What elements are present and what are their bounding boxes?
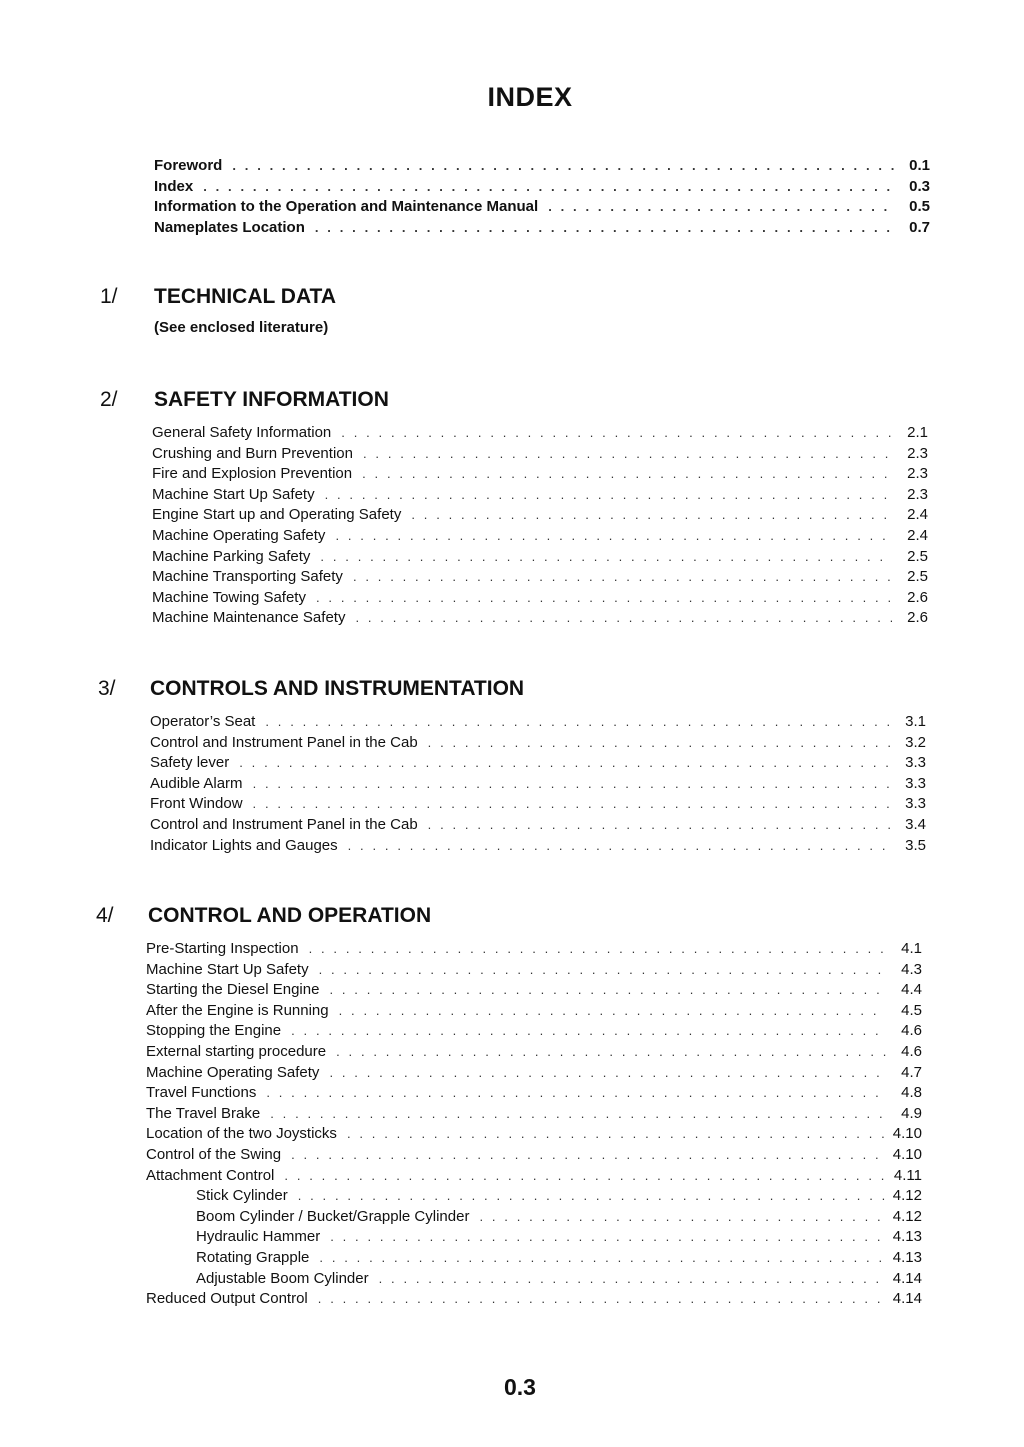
toc-entry-page: 4.6 [901,1022,922,1040]
dot-leader [298,1186,885,1207]
toc-entry-label: The Travel Brake [146,1104,261,1122]
section-entries [150,712,926,856]
toc-entry-page: 4.12 [892,1207,922,1225]
toc-entry [152,423,928,444]
toc-entry-page: 4.10 [892,1145,922,1163]
page-title: INDEX [487,82,573,112]
toc-entry-label: Hydraulic Hammer [196,1228,321,1246]
section-entries [152,423,928,629]
toc-entry-label: Engine Start up and Operating Safety [152,506,402,524]
toc-entry-page: 2.4 [907,506,928,524]
toc-entry [146,1083,922,1104]
toc-entry-page: 4.5 [901,1001,922,1019]
toc-entry [152,526,928,547]
toc-entry [152,608,928,629]
toc-entry [146,1207,922,1228]
toc-entry-label: Stick Cylinder [196,1187,288,1205]
toc-entry [146,1227,922,1248]
toc-entry-label: Crushing and Burn Prevention [152,444,353,462]
toc-entry-label: Machine Start Up Safety [146,960,309,978]
toc-entry [150,753,926,774]
toc-entry [146,1145,922,1166]
toc-entry [152,485,928,506]
toc-entry-page: 2.6 [907,609,928,627]
toc-entry-label: Reduced Output Control [146,1290,308,1308]
toc-entry [150,774,926,795]
toc-entry [150,712,926,733]
toc-entry-page: 4.9 [901,1104,922,1122]
toc-entry-label: Machine Transporting Safety [152,568,343,586]
toc-entry-label: General Safety Information [152,424,332,441]
toc-entry-label: Machine Operating Safety [152,526,326,544]
section-note: (See enclosed literature) [154,319,329,336]
toc-entry [154,197,930,218]
dot-leader [428,733,890,754]
dot-leader [355,608,892,629]
section-number: 1/ [100,285,118,308]
dot-leader [347,1124,885,1145]
toc-entry-label: Rotating Grapple [196,1248,310,1266]
toc-entry [146,1124,922,1145]
toc-entry-label: Attachment Control [146,1166,275,1184]
dot-leader [330,1227,885,1248]
dot-leader [266,1083,886,1104]
dot-leader [479,1207,884,1228]
dot-leader [318,1289,885,1310]
toc-entry-page: 2.3 [907,465,928,483]
toc-entry-page: 4.13 [892,1248,922,1266]
dot-leader [316,588,892,609]
toc-entry [154,218,930,239]
dot-leader [319,1248,884,1269]
toc-entry-page: 4.3 [901,960,922,978]
toc-entry [146,1289,922,1310]
toc-entry-page: 4.8 [901,1084,922,1102]
toc-entry [146,1166,922,1187]
dot-leader [284,1166,886,1187]
dot-leader [319,960,886,981]
toc-entry-page: 3.3 [905,754,926,772]
toc-entry-page: 0.5 [909,198,930,216]
toc-entry-label: Front Window [150,795,243,813]
toc-entry [146,1042,922,1063]
page-number: 0.3 [504,1374,536,1400]
toc-entry-label: Index [154,177,194,195]
section-control-operation [96,904,922,1310]
section-title: SAFETY INFORMATION [154,388,389,411]
dot-leader [353,567,892,588]
toc-entry-page: 0.3 [909,177,930,195]
section-controls-instrumentation [98,677,926,856]
dot-leader [203,177,894,198]
dot-leader [362,464,892,485]
toc-entry [150,815,926,836]
toc-entry-label: Machine Towing Safety [152,588,306,606]
toc-entry-label: Control and Instrument Panel in the Cab [150,733,418,751]
toc-entry-label: External starting procedure [146,1042,327,1060]
section-technical-data [100,285,930,336]
toc-entry-label: Machine Operating Safety [146,1063,320,1081]
toc-entry-page: 0.7 [909,218,930,236]
toc-entry [154,177,930,198]
toc-entry-label: Operator’s Seat [150,713,256,730]
toc-entry-label: Location of the two Joysticks [146,1125,337,1143]
toc-entry-label: Foreword [154,157,223,174]
toc-entry-label: Safety lever [150,754,230,772]
dot-leader [270,1104,886,1125]
toc-entry-page: 3.4 [905,815,926,833]
toc-entry [152,588,928,609]
toc-entry [152,464,928,485]
toc-entry-page: 4.1 [901,940,922,957]
toc-entry-label: Machine Maintenance Safety [152,609,346,627]
toc-entry [146,1186,922,1207]
toc-entry-label: Control of the Swing [146,1145,282,1163]
toc-entry-label: After the Engine is Running [146,1001,329,1019]
toc-entry-page: 3.5 [905,836,926,854]
toc-entry-page: 4.4 [901,981,922,999]
dot-leader [411,505,892,526]
dot-leader [309,939,886,960]
toc-entry [146,1063,922,1084]
dot-leader [291,1145,885,1166]
toc-entry-page: 2.3 [907,485,928,503]
dot-leader [363,444,892,465]
toc-entry-page: 4.10 [892,1125,922,1143]
toc-entry [146,1001,922,1022]
toc-entry-page: 4.14 [892,1290,922,1308]
section-number: 2/ [100,388,118,411]
toc-entry [146,1269,922,1290]
toc-entry-page: 2.6 [907,588,928,606]
dot-leader [329,1063,886,1084]
toc-entry-page: 4.7 [901,1063,922,1081]
section-title: CONTROL AND OPERATION [148,904,432,927]
front-matter-list [154,156,930,238]
toc-entry-label: Adjustable Boom Cylinder [196,1269,369,1287]
toc-entry-page: 2.5 [907,568,928,586]
section-title: TECHNICAL DATA [154,285,336,308]
toc-entry [154,156,930,177]
toc-entry [152,567,928,588]
toc-entry-label: Starting the Diesel Engine [146,981,320,999]
toc-entry [146,1021,922,1042]
dot-leader [315,218,894,239]
toc-entry-page: 4.12 [892,1187,922,1205]
toc-entry-label: Machine Parking Safety [152,547,311,565]
dot-leader [320,547,892,568]
dot-leader [548,197,894,218]
toc-entry-page: 3.3 [905,795,926,813]
toc-entry [152,444,928,465]
dot-leader [335,526,892,547]
dot-leader [339,1001,886,1022]
toc-entry [146,980,922,1001]
toc-entry-label: Fire and Explosion Prevention [152,465,353,483]
toc-entry [146,939,922,960]
section-number: 3/ [98,677,116,700]
toc-entry [152,547,928,568]
toc-entry-page: 3.2 [905,733,926,751]
dot-leader [348,836,890,857]
toc-entry-label: Stopping the Engine [146,1022,282,1040]
toc-entry-page: 3.3 [905,774,926,792]
toc-entry-label: Audible Alarm [150,774,243,792]
toc-entry-label: Information to the Operation and Maintenance Manual [154,198,539,216]
toc-entry-page: 4.14 [892,1269,922,1287]
toc-entry-page: 3.1 [905,713,926,730]
dot-leader [265,712,890,733]
toc-entry-page: 0.1 [909,157,930,174]
dot-leader [232,156,894,177]
toc-entry [150,836,926,857]
dot-leader [329,980,886,1001]
toc-entry [146,1248,922,1269]
dot-leader [325,485,892,506]
toc-entry [150,794,926,815]
section-title: CONTROLS AND INSTRUMENTATION [150,677,525,700]
toc-entry-page: 2.5 [907,547,928,565]
toc-entry-page: 4.11 [893,1166,922,1184]
dot-leader [336,1042,886,1063]
section-entries [146,939,922,1310]
dot-leader [253,774,890,795]
toc-entry-label: Travel Functions [146,1084,257,1102]
dot-leader [341,423,892,444]
toc-entry-page: 4.6 [901,1042,922,1060]
toc-entry-page: 4.13 [892,1228,922,1246]
toc-entry-page: 2.1 [907,424,928,441]
toc-entry [152,505,928,526]
front-matter-entries [154,156,930,238]
dot-leader [291,1021,886,1042]
dot-leader [428,815,890,836]
toc-entry [146,1104,922,1125]
toc-entry-label: Indicator Lights and Gauges [150,836,338,854]
dot-leader [253,794,890,815]
section-number: 4/ [96,904,114,927]
toc-entry [146,960,922,981]
toc-entry [150,733,926,754]
toc-entry-label: Control and Instrument Panel in the Cab [150,815,418,833]
section-safety-information [100,388,928,629]
toc-entry-label: Pre-Starting Inspection [146,940,299,957]
toc-entry-label: Nameplates Location [154,218,305,236]
toc-entry-label: Boom Cylinder / Bucket/Grapple Cylinder [196,1207,470,1225]
toc-entry-page: 2.3 [907,444,928,462]
dot-leader [239,753,890,774]
dot-leader [379,1269,885,1290]
toc-entry-page: 2.4 [907,526,928,544]
toc-entry-label: Machine Start Up Safety [152,485,315,503]
